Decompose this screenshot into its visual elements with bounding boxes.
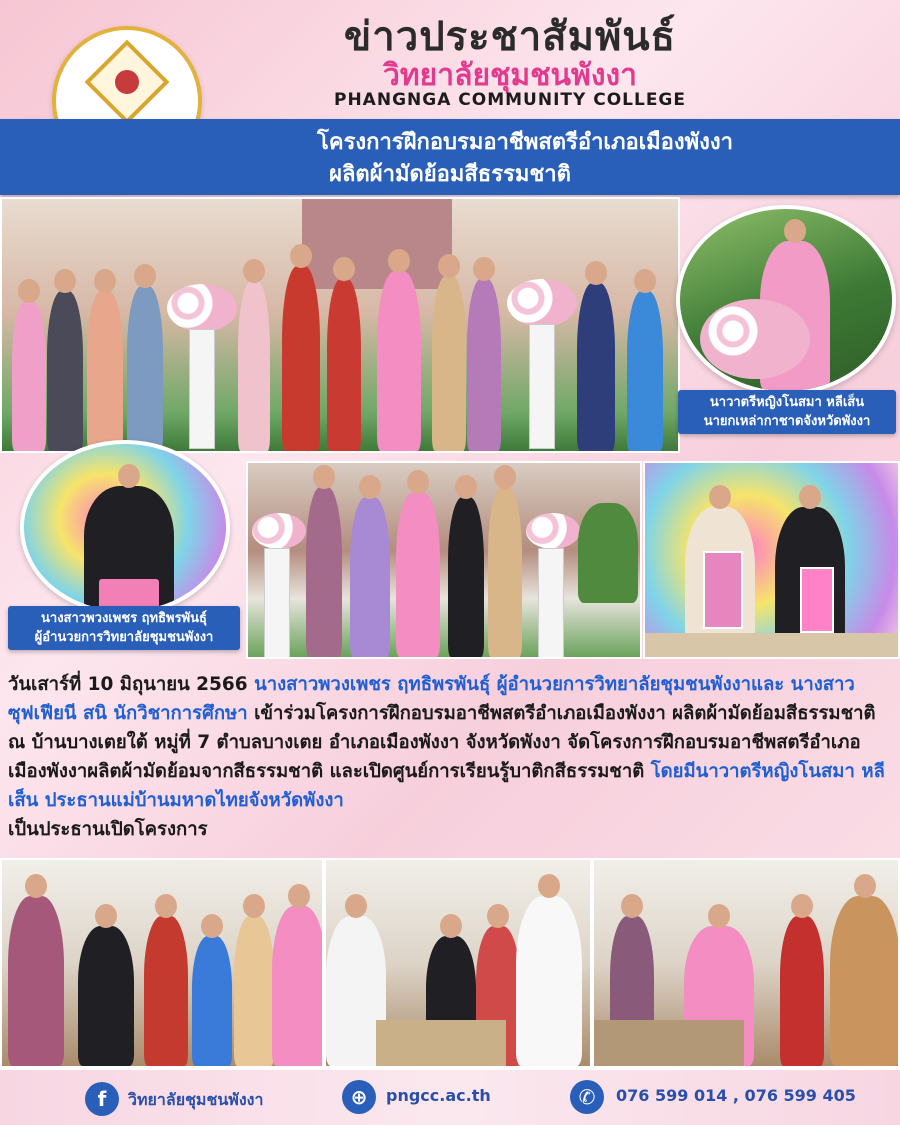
banner-line-2: ผลิตผ้ามัดย้อมสีธรรมชาติ	[329, 162, 571, 187]
website-link[interactable]: pngcc.ac.th	[386, 1086, 491, 1105]
news-chair: โดยมีนาวาตรีหญิงโนสมา หลีเส็น ประธานแม่บ้านมหาดไทยจังหวัดพังงา	[8, 761, 885, 811]
photo-ribbon-cutting	[0, 197, 680, 453]
caption-speaker	[678, 390, 896, 434]
caption-director-title: ผู้อำนวยการวิทยาลัยชุมชนพังงา	[34, 630, 214, 645]
photo-director	[20, 440, 230, 615]
college-name-en: PHANGNGA COMMUNITY COLLEGE	[334, 90, 686, 110]
news-director: นางสาวพวงเพชร ฤทธิพรพันธุ์ ผู้อำนวยการวิทยาลัยชุมชนพังงาและ	[254, 674, 785, 695]
news-officer: นางสาวซุฟเฟียนี สนิ นักวิชาการศึกษา	[8, 674, 855, 724]
photo-curtain	[302, 199, 452, 289]
website-icon[interactable]: ⊕	[342, 1080, 376, 1114]
footer	[0, 1068, 900, 1125]
banner-line-1: โครงการฝึกอบรมอาชีพสตรีอำเภอเมืองพังงา	[317, 130, 733, 155]
photo-fabric-display	[643, 461, 900, 659]
page-title: ข่าวประชาสัมพันธ์	[343, 14, 677, 60]
caption-speaker-name: นาวาตรีหญิงโนสมา หลีเส็น	[709, 395, 865, 410]
caption-director	[8, 606, 240, 650]
facebook-link[interactable]: วิทยาลัยชุมชนพังงา	[128, 1090, 264, 1109]
photo-group-five	[246, 461, 642, 659]
caption-director-name: นางสาวพวงเพชร ฤทธิพรพันธุ์	[41, 611, 207, 626]
photo-speaker	[676, 205, 896, 395]
logo-emblem-icon	[85, 40, 170, 125]
project-banner	[0, 119, 900, 195]
photo-visit-3	[592, 858, 900, 1068]
news-text-2: เป็นประธานเปิดโครงการ	[8, 819, 208, 840]
phone-icon[interactable]: ✆	[570, 1080, 604, 1114]
caption-speaker-title: นายกเหล่ากาชาดจังหวัดพังงา	[703, 414, 871, 429]
photo-visit-2	[324, 858, 592, 1068]
phone-number[interactable]: 076 599 014 , 076 599 405	[616, 1086, 856, 1105]
photo-visit-1	[0, 858, 324, 1068]
college-name-th: วิทยาลัยชุมชนพังงา	[383, 58, 637, 93]
facebook-icon[interactable]: f	[85, 1082, 119, 1116]
news-body	[8, 670, 896, 844]
news-text-1: เข้าร่วมโครงการฝึกอบรมอาชีพสตรีอำเภอเมืองพังงา ผลิตผ้ามัดย้อมสีธรรมชาติ ณ บ้านบางเตยใต้ หมู่ที่ 7 ตำบลบางเตย อำเภอเมืองพังงา จังหวัดพังงา จัดโครงการฝึกอบรมอาชีพสตรีอำเภอเมืองพังงาผลิตผ้ามัดย้อมจากสีธรรมชาติ และเปิดศูนย์การเรียนรู้บาติกสีธรรมชาติ	[8, 703, 876, 782]
news-date: วันเสาร์ที่ 10 มิถุนายน 2566	[8, 674, 255, 695]
